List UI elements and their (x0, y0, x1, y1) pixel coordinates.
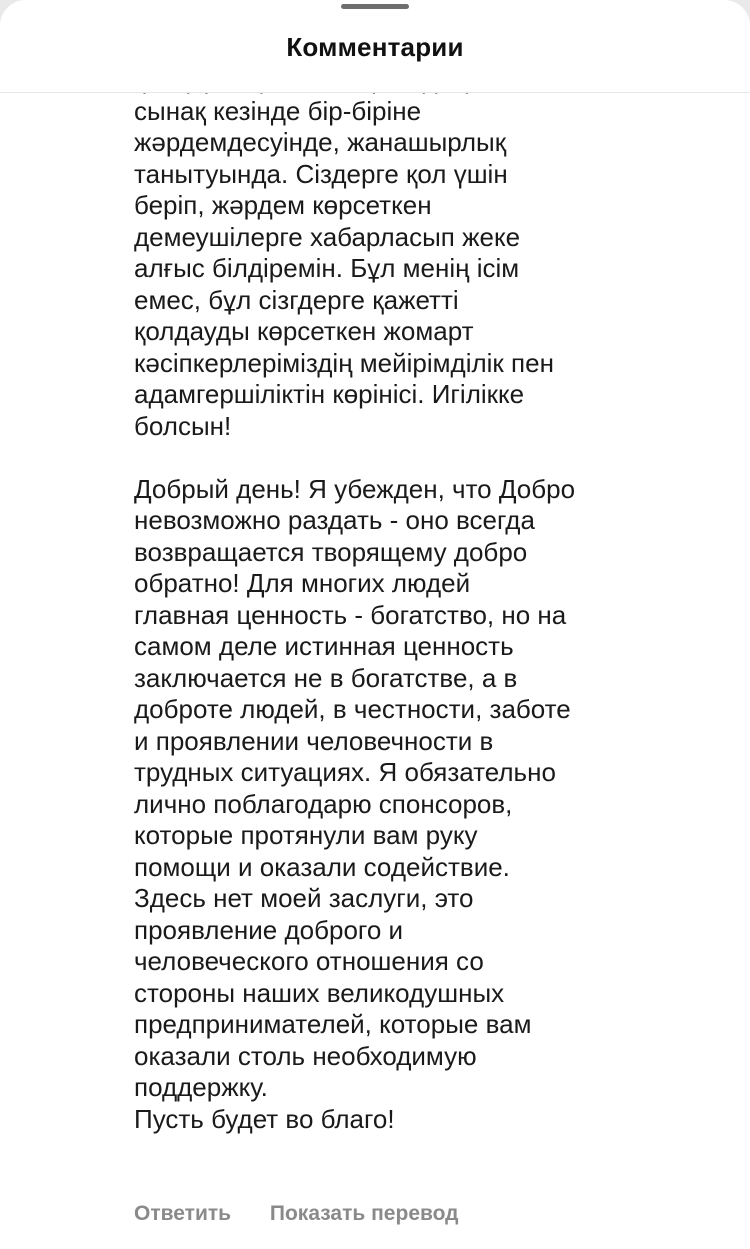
page-title: Комментарии (286, 32, 464, 62)
comments-header (0, 0, 750, 93)
reply-button[interactable]: Ответить (134, 1202, 232, 1225)
drag-handle[interactable] (341, 4, 409, 9)
show-translation-button[interactable]: Показать перевод (269, 1202, 459, 1225)
comment-paragraph-kazakh: сынақ кезінде бір-біріне жәрдемдесуінде, жанашырлық танытуында. Сіздерге қол үшін беріп, жәрдем көрсеткен демеушілерге хабарласып жеке алғыс білдіремін. Бұл менің ісім емес, бұл сізгдерге қажетті қолдауды көрсеткен жомарт кәсіпкерлеріміздің мейірімділік пен адамгершіліктін көрінісі. Игілікке болсын! (134, 95, 554, 441)
comment-paragraph-russian: Добрый день! Я убежден, что Добро невозможно раздать - оно всегда возвращается творящему добро обратно! Для многих людей главная ценность - богатство, но на самом деле истинная ценность заключается не в богатстве, а в доброте людей, в честности, заботе и проявлении человечности в трудных ситуациях. Я обязательно лично поблагодарю спонсоров, которые протянули вам руку помощи и оказали содействие. Здесь нет моей заслуги, это проявление доброго и человеческого отношения со стороны наших великодушных предпринимателей, которые вам оказали столь необходимую поддержку. Пусть будет во благо! (134, 473, 576, 1134)
comment-text (134, 64, 744, 1135)
comment-actions (134, 1202, 459, 1226)
